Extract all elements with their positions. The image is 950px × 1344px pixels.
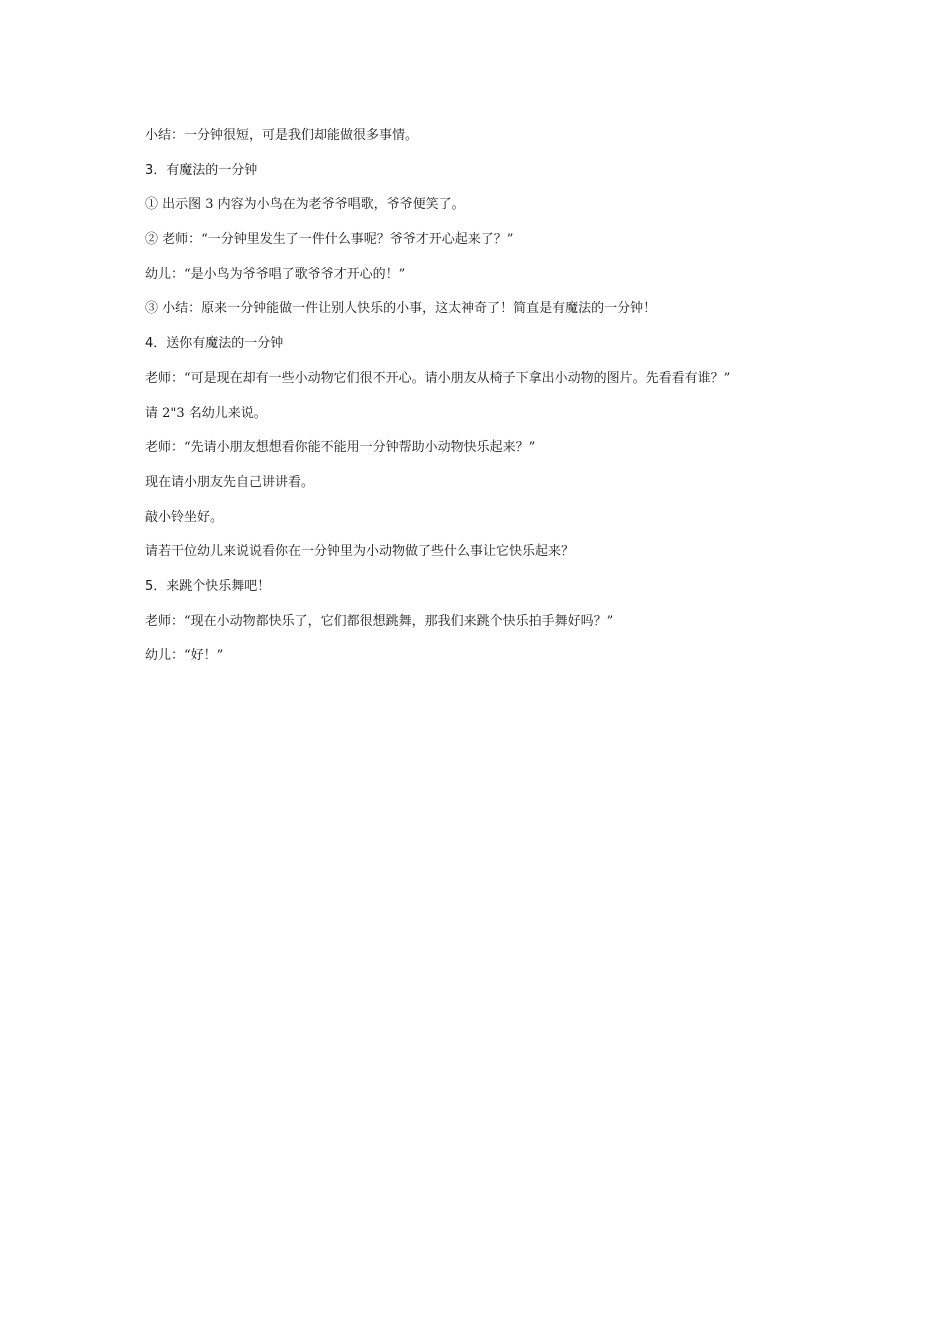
instruction-paragraph: 请 2"3 名幼儿来说。 xyxy=(145,405,267,421)
summary-paragraph: 小结：一分钟很短，可是我们却能做很多事情。 xyxy=(145,128,419,143)
bell-paragraph: 敲小铃坐好。 xyxy=(145,509,224,525)
step-1-paragraph: ① 出示图 3 内容为小鸟在为老爷爷唱歌，爷爷便笑了。 xyxy=(145,197,465,213)
self-talk-paragraph: 现在请小朋友先自己讲讲看。 xyxy=(145,474,315,490)
teacher-dance-paragraph: 老师：“现在小动物都快乐了，它们都很想跳舞，那我们来跳个快乐拍手舞好吗？” xyxy=(145,613,614,629)
section-heading-4: 4．送你有魔法的一分钟 xyxy=(145,336,284,352)
step-3-paragraph: ③ 小结：原来一分钟能做一件让别人快乐的小事，这太神奇了！简直是有魔法的一分钟！ xyxy=(145,301,657,317)
child-answer-paragraph: 幼儿：“是小鸟为爷爷唱了歌爷爷才开心的！” xyxy=(145,266,406,282)
section-heading-3: 3．有魔法的一分钟 xyxy=(145,162,258,178)
children-speak-paragraph: 请若干位幼儿来说说看你在一分钟里为小动物做了些什么事让它快乐起来？ xyxy=(145,544,575,560)
step-2-paragraph: ② 老师：“一分钟里发生了一件什么事呢？爷爷才开心起来了？” xyxy=(145,232,514,248)
teacher-question-paragraph: 老师：“可是现在却有一些小动物它们很不开心。请小朋友从椅子下拿出小动物的图片。先看看有谁？” xyxy=(145,370,731,386)
document-body xyxy=(145,126,825,681)
child-reply-paragraph: 幼儿：“好！” xyxy=(145,648,224,664)
section-heading-5: 5．来跳个快乐舞吧！ xyxy=(145,578,271,594)
teacher-prompt-paragraph: 老师：“先请小朋友想想看你能不能用一分钟帮助小动物快乐起来？” xyxy=(145,440,536,456)
